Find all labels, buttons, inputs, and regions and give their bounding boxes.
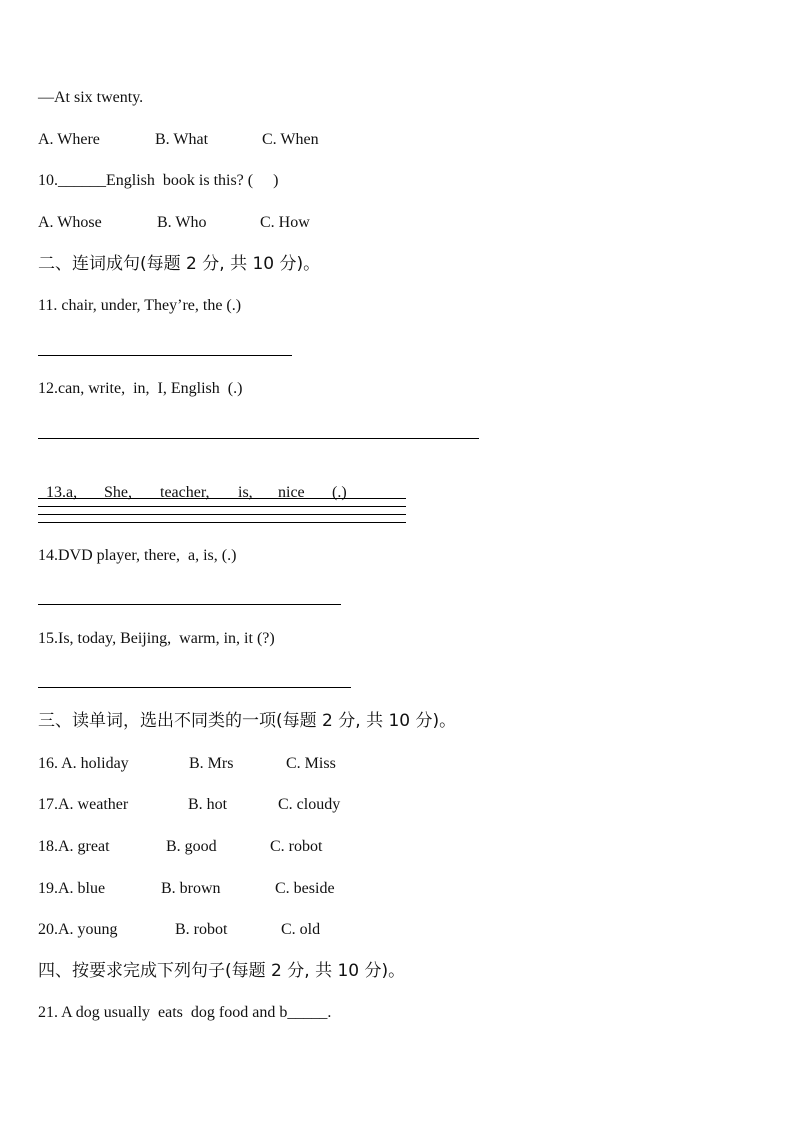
q16-option-b: B. Mrs <box>189 755 234 772</box>
q14-prompt: 14.DVD player, there, a, is, (.) <box>38 547 237 564</box>
section-2-heading: 二、连词成句(每题 2 分, 共 10 分)。 <box>38 254 321 274</box>
q17-option-c: C. cloudy <box>278 796 341 813</box>
q21-prompt: 21. A dog usually eats dog food and b_____. <box>38 1004 332 1021</box>
q13-answer-line[interactable] <box>38 498 406 499</box>
q12-prompt: 12.can, write, in, I, English (.) <box>38 380 243 397</box>
q13-word: teacher, <box>160 484 210 501</box>
q16-option-c: C. Miss <box>286 755 336 772</box>
q13-word: (.) <box>332 484 347 501</box>
q15-prompt: 15.Is, today, Beijing, warm, in, it (?) <box>38 630 275 647</box>
q13-word: nice <box>278 484 305 501</box>
q13-prompt <box>38 463 347 503</box>
q12-answer-line[interactable] <box>38 438 479 439</box>
q20-option-a: 20.A. young <box>38 921 118 938</box>
q10-option-b: B. Who <box>157 214 207 231</box>
q18-option-c: C. robot <box>270 838 323 855</box>
q11-prompt: 11. chair, under, They’re, the (.) <box>38 297 242 314</box>
q19-option-c: C. beside <box>275 880 335 897</box>
q10-stem: 10.______English book is this? ( ) <box>38 172 279 189</box>
q9-option-b: B. What <box>155 131 209 148</box>
q10-option-c: C. How <box>260 214 310 231</box>
q18-option-a: 18.A. great <box>38 838 110 855</box>
q13-word: 13.a, <box>46 484 78 501</box>
section-4-heading: 四、按要求完成下列句子(每题 2 分, 共 10 分)。 <box>38 961 406 981</box>
section-3-heading: 三、读单词，选出不同类的一项(每题 2 分, 共 10 分)。 <box>38 711 457 731</box>
q9-option-a: A. Where <box>38 131 100 148</box>
q20-option-b: B. robot <box>175 921 228 938</box>
q14-answer-line[interactable] <box>38 604 341 605</box>
q11-answer-line[interactable] <box>38 355 292 356</box>
q13-word: She, <box>104 484 132 501</box>
q13-answer-line[interactable] <box>38 506 406 507</box>
q19-option-b: B. brown <box>161 880 221 897</box>
q13-answer-line[interactable] <box>38 522 406 523</box>
q20-option-c: C. old <box>281 921 321 938</box>
q9-answer-line: —At six twenty. <box>38 89 144 106</box>
q17-option-a: 17.A. weather <box>38 796 129 813</box>
q13-word: is, <box>238 484 253 501</box>
q18-option-b: B. good <box>166 838 217 855</box>
q16-option-a: 16. A. holiday <box>38 755 129 772</box>
q19-option-a: 19.A. blue <box>38 880 106 897</box>
q10-option-a: A. Whose <box>38 214 102 231</box>
q15-answer-line[interactable] <box>38 687 351 688</box>
q9-option-c: C. When <box>262 131 319 148</box>
q13-answer-line[interactable] <box>38 514 406 515</box>
q17-option-b: B. hot <box>188 796 228 813</box>
